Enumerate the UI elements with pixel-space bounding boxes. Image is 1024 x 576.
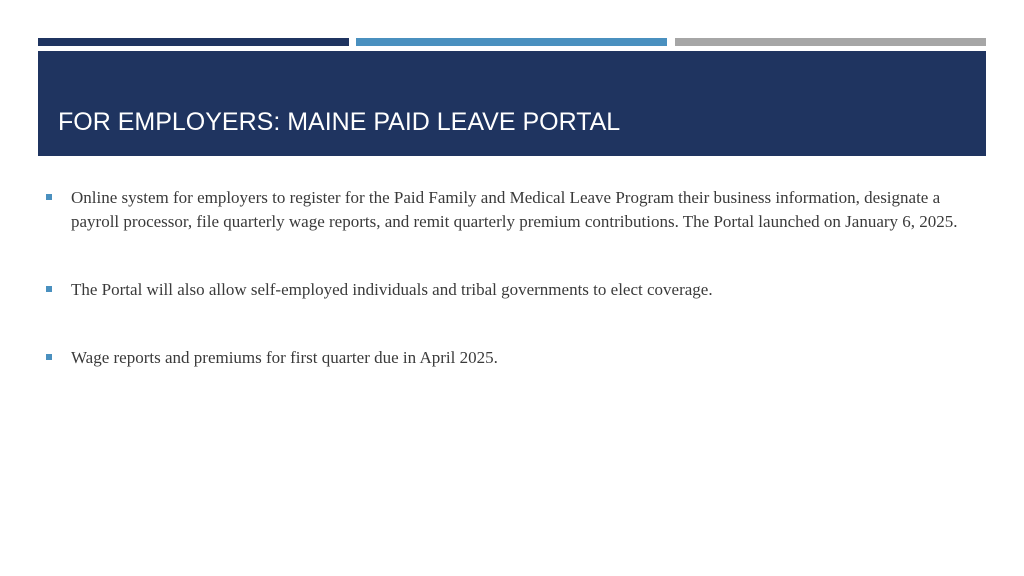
square-bullet-icon [46, 354, 52, 360]
title-band [38, 51, 986, 156]
bullet-list [44, 186, 984, 370]
bullet-item [44, 186, 984, 234]
accent-bar-gray [675, 38, 986, 46]
square-bullet-icon [46, 286, 52, 292]
bullet-item [44, 278, 984, 302]
bullet-text: Wage reports and premiums for first quarter due in April 2025. [71, 348, 498, 367]
slide-title: FOR EMPLOYERS: MAINE PAID LEAVE PORTAL [58, 108, 621, 136]
bullet-text: Online system for employers to register for the Paid Family and Medical Leave Program their business information, designate a payroll processor, file quarterly wage reports, and remit quarterly premium contributions. The Portal launched on January 6, 2025. [71, 188, 958, 231]
square-bullet-icon [46, 194, 52, 200]
bullet-text: The Portal will also allow self-employed individuals and tribal governments to elect coverage. [71, 280, 713, 299]
accent-bar-blue [356, 38, 667, 46]
bullet-item [44, 346, 984, 370]
accent-bar-navy [38, 38, 349, 46]
